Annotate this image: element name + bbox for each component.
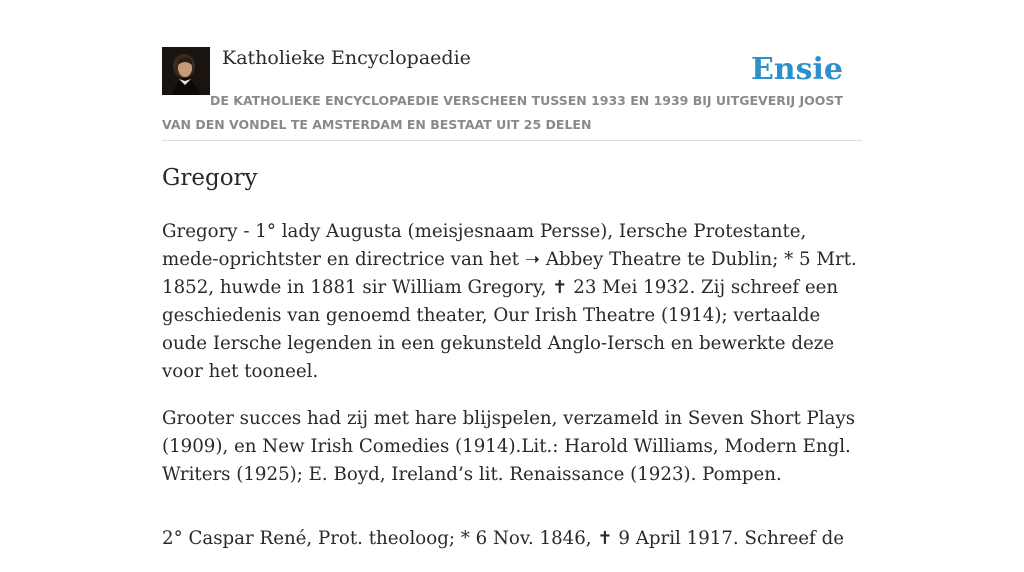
article-paragraph: 2° Caspar René, Prot. theoloog; * 6 Nov. 1846, ✝ 9 April 1917. Schreef de <box>162 528 844 549</box>
site-header <box>162 46 862 141</box>
site-title[interactable]: Katholieke Encyclopaedie <box>222 47 471 69</box>
site-description: DE KATHOLIEKE ENCYCLOPAEDIE VERSCHEEN TUSSEN 1933 EN 1939 BIJ UITGEVERIJ JOOST VAN DEN VONDEL TE AMSTERDAM EN BESTAAT UIT 25 DELEN <box>162 93 843 132</box>
article <box>162 160 866 572</box>
article-paragraph: Gregory - 1° lady Augusta (meisjesnaam Persse), Iersche Protestante, mede-oprichtster en directrice van het ➝ Abbey Theatre te Dublin; * 5 Mrt. 1852, huwde in 1881 sir William Gregory, ✝ 23 Mei 1932. Zij schreef een geschiedenis van genoemd theater, Our Irish Theatre (1914); vertaalde oude Iersche legenden in een gekunsteld Anglo-Iersch en bewerkte deze voor het tooneel. <box>162 221 857 382</box>
portrait-image <box>162 47 210 95</box>
brand-logo-link[interactable]: Ensie <box>750 52 843 87</box>
article-paragraph: Grooter succes had zij met hare blijspelen, verzameld in Seven Short Plays (1909), en New Irish Comedies (1914).Lit.: Harold Williams, Modern Engl. Writers (1925); E. Boyd, Ireland’s lit. Renaissance (1923). Pompen. <box>162 408 856 485</box>
article-title: Gregory <box>162 165 258 191</box>
avatar[interactable] <box>162 47 210 95</box>
